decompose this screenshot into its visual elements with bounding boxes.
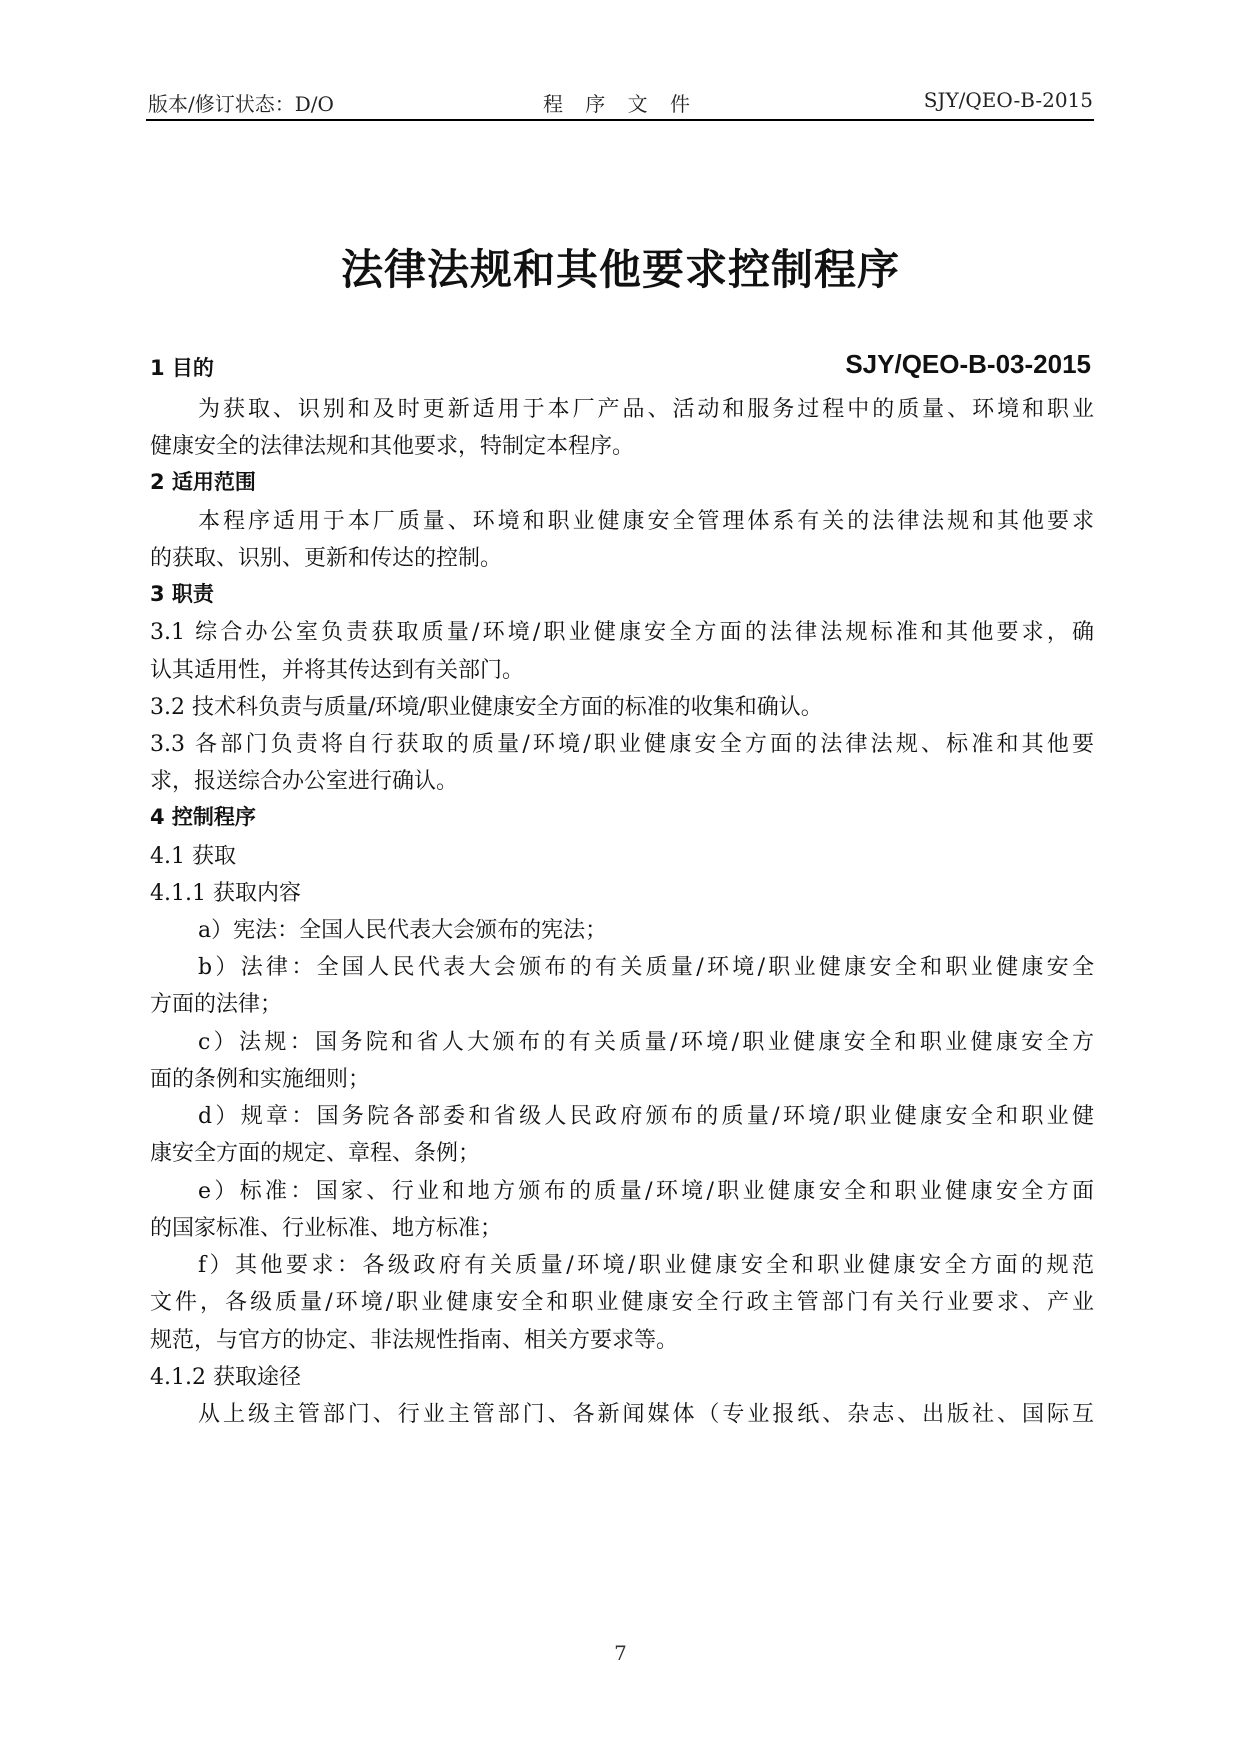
list-item: e）标准：国家、行业和地方颁布的质量/环境/职业健康安全和职业健康安全方面	[198, 1179, 1094, 1204]
document-title: 法律法规和其他要求控制程序	[340, 245, 900, 294]
header-rule	[146, 119, 1094, 121]
section-heading: 2 适用范围	[150, 470, 256, 494]
subsection-heading: 4.1 获取	[150, 844, 236, 869]
subsection-heading: 4.1.2 获取途径	[150, 1365, 301, 1390]
paragraph-line: 认其适用性，并将其传达到有关部门。	[150, 658, 525, 683]
section-heading: 1 目的	[150, 356, 214, 380]
subsection-heading: 4.1.1 获取内容	[150, 881, 301, 906]
section-heading: 3 职责	[150, 582, 214, 606]
paragraph-line: 规范，与官方的协定、非法规性指南、相关方要求等。	[150, 1328, 679, 1353]
paragraph-line: 的获取、识别、更新和传达的控制。	[150, 546, 503, 571]
paragraph-line: 方面的法律；	[150, 992, 283, 1017]
header-version: 版本/修订状态：D/O	[148, 92, 334, 116]
list-item: b）法律：全国人民代表大会颁布的有关质量/环境/职业健康安全和职业健康安全	[198, 955, 1094, 980]
paragraph-line: 从上级主管部门、行业主管部门、各新闻媒体（专业报纸、杂志、出版社、国际互	[198, 1402, 1094, 1427]
paragraph-line: 求，报送综合办公室进行确认。	[150, 769, 459, 794]
list-item: c）法规：国务院和省人大颁布的有关质量/环境/职业健康安全和职业健康安全方	[198, 1030, 1094, 1055]
paragraph-line: 3.3 各部门负责将自行获取的质量/环境/职业健康安全方面的法律法规、标准和其他要	[150, 732, 1094, 757]
paragraph-line: 面的条例和实施细则；	[150, 1067, 371, 1092]
header-doc-code: SJY/QEO-B-2015	[923, 88, 1093, 112]
paragraph-line: 3.2 技术科负责与质量/环境/职业健康安全方面的标准的收集和确认。	[150, 695, 823, 720]
document-number: SJY/QEO-B-03-2015	[845, 349, 1091, 379]
paragraph-line: 健康安全的法律法规和其他要求，特制定本程序。	[150, 434, 635, 459]
list-item: d）规章：国务院各部委和省级人民政府颁布的质量/环境/职业健康安全和职业健	[198, 1104, 1094, 1129]
paragraph-line: 的国家标准、行业标准、地方标准；	[150, 1216, 503, 1241]
list-item: a）宪法：全国人民代表大会颁布的宪法；	[198, 918, 608, 943]
paragraph-line: 3.1 综合办公室负责获取质量/环境/职业健康安全方面的法律法规标准和其他要求，确	[150, 620, 1094, 645]
paragraph-line: 为获取、识别和及时更新适用于本厂产品、活动和服务过程中的质量、环境和职业	[198, 397, 1094, 422]
section-heading: 4 控制程序	[150, 805, 256, 829]
paragraph-line: 康安全方面的规定、章程、条例；	[150, 1141, 481, 1166]
page-number: 7	[614, 1641, 627, 1665]
header-doc-type: 程 序 文 件	[542, 92, 699, 116]
paragraph-line: 文件，各级质量/环境/职业健康安全和职业健康安全行政主管部门有关行业要求、产业	[150, 1290, 1094, 1315]
list-item: f）其他要求：各级政府有关质量/环境/职业健康安全和职业健康安全方面的规范	[198, 1253, 1094, 1278]
paragraph-line: 本程序适用于本厂质量、环境和职业健康安全管理体系有关的法律法规和其他要求	[198, 509, 1094, 534]
